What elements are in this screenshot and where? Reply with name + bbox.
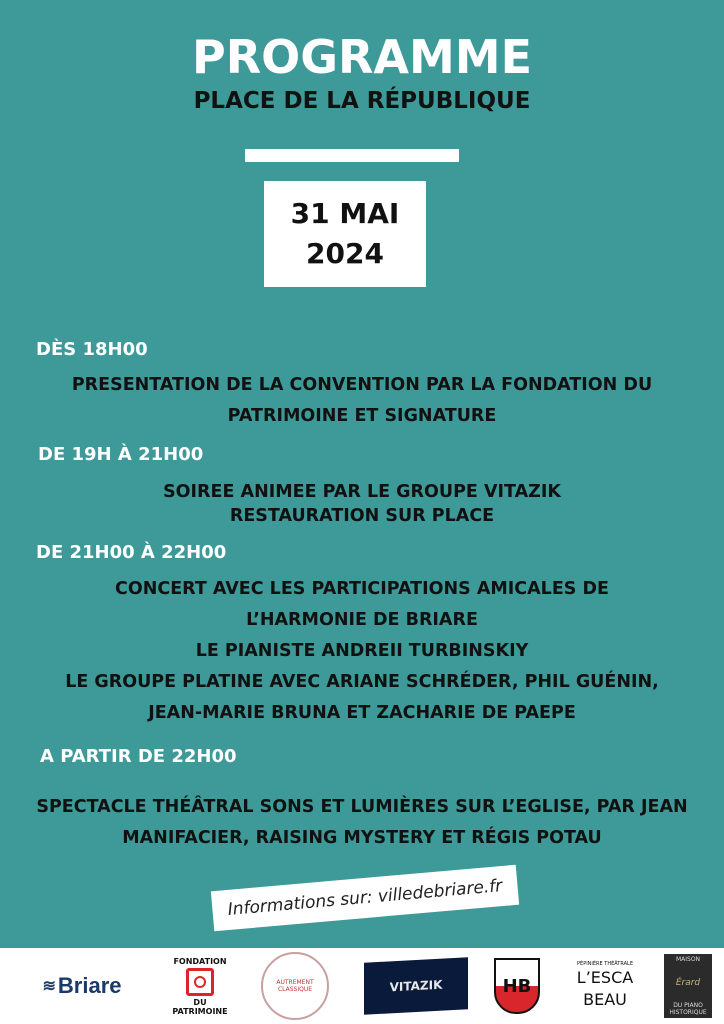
event-line: L’HARMONIE DE BRIARE (246, 610, 478, 630)
escabeau-logo-line2: BEAU (583, 990, 627, 1009)
event-line: RESTAURATION SUR PLACE (229, 506, 495, 526)
event-description-1 (20, 370, 704, 432)
page-title: PROGRAMME (192, 30, 532, 84)
time-label-1: DÈS 18H00 (36, 339, 148, 360)
logo-bar (0, 948, 724, 1024)
harmonie-briare-logo (494, 954, 540, 1018)
autrement-logo-text: AUTREMENT CLASSIQUE (276, 979, 314, 993)
event-line: SPECTACLE THÉÂTRAL SONS ET LUMIÈRES SUR L’EGLISE, PAR JEAN (36, 797, 688, 817)
escabeau-logo-line1: L’ESCA (576, 968, 634, 987)
violin-icon (261, 952, 329, 1020)
briare-logo-text: Briare (57, 973, 122, 998)
event-line: JEAN-MARIE BRUNA ET ZACHARIE DE PAEPE (148, 703, 576, 723)
date-day-month: 31 MAI (290, 197, 400, 230)
escabeau-logo (576, 954, 634, 1018)
event-line: PRESENTATION DE LA CONVENTION PAR LA FONDATION DU (71, 375, 653, 395)
date-year: 2024 (306, 237, 384, 270)
briare-logo (26, 954, 138, 1018)
event-description-3 (20, 574, 704, 729)
maison-logo-mid: Érard (675, 977, 701, 988)
house-icon (186, 968, 214, 996)
event-description-4 (20, 792, 704, 854)
date-box (264, 181, 426, 287)
divider (245, 149, 459, 162)
info-link[interactable]: Informations sur: villedebriare.fr (226, 876, 504, 920)
maison-piano-logo (664, 954, 712, 1018)
autrement-classique-logo (260, 954, 330, 1018)
event-line: SOIREE ANIMEE PAR LE GROUPE VITAZIK (163, 482, 561, 502)
time-label-4: A PARTIR DE 22H00 (40, 746, 237, 767)
waves-icon: ≋ (42, 978, 54, 995)
event-line: LE PIANISTE ANDREII TURBINSKIY (195, 641, 529, 661)
event-line: CONCERT AVEC LES PARTICIPATIONS AMICALES DE (115, 579, 609, 599)
event-line: MANIFACIER, RAISING MYSTERY ET RÉGIS POTAU (122, 828, 602, 848)
maison-logo-bottom: DU PIANO HISTORIQUE (669, 1002, 707, 1016)
maison-logo-top: MAISON (675, 956, 701, 963)
shield-icon: HB (494, 958, 540, 1014)
info-banner[interactable] (211, 865, 519, 932)
escabeau-logo-pre: PÉPINIÈRE THÉÂTRALE (577, 961, 633, 967)
fondation-logo-top: FONDATION (173, 956, 227, 966)
fondation-patrimoine-logo (170, 954, 230, 1018)
event-description-2 (20, 480, 704, 528)
page-subtitle: PLACE DE LA RÉPUBLIQUE (193, 88, 531, 114)
fondation-logo-bottom: PATRIMOINE (172, 1006, 228, 1016)
vitazik-logo (364, 954, 468, 1018)
vitazik-logo-text: VITAZIK (364, 957, 468, 1014)
event-line: LE GROUPE PLATINE AVEC ARIANE SCHRÉDER, PHIL GUÉNIN, (65, 672, 659, 692)
event-line: PATRIMOINE ET SIGNATURE (227, 406, 497, 426)
time-label-2: DE 19H À 21H00 (38, 444, 204, 465)
time-label-3: DE 21H00 À 22H00 (36, 542, 227, 563)
fondation-logo-du: DU (193, 997, 207, 1007)
